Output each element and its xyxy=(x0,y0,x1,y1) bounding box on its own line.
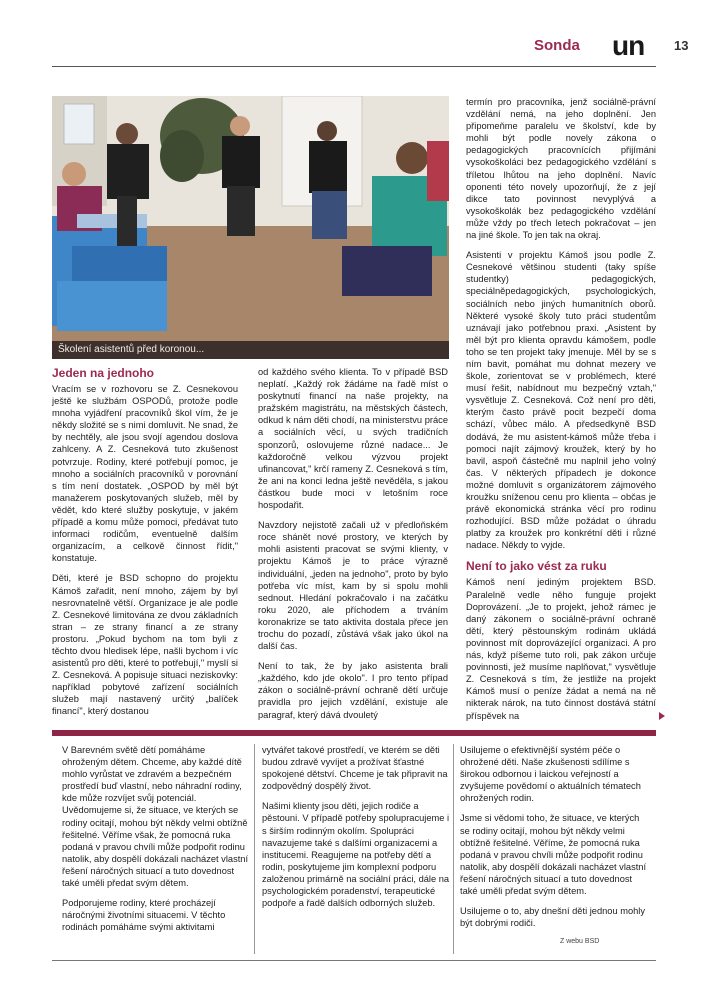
paragraph: Jsme si vědomi toho, že situace, ve kterých se rodiny ocitají, mohou být někdy velmi obtížně řešitelné. Věříme, že pomocná ruka podaná v pravou chvíli může podpořit rodinu natolik, aby dospělí dokázali nacházet vlastní řešení náročných situací a tuto dovednost také uměli předat svým dětem. xyxy=(460,813,647,897)
paragraph: Asistenti v projektu Kámoš jsou podle Z. Cesnekové většinou studenti (taky spíše studentky) pedagogických, speciálněpedagogických, psychologických, sociálních nebo jiných humanitních oborů. Některé vysoké školy tuto práci studentům uznávají jako potřebnou praxi. „Asistent by měl být pro klienta opravdu kámošem, podle toho se ten projekt taky jmenuje. Měl by se s ním bavit, pomáhat mu dohnat mezery ve škole, zorientovat se v problémech, které musí řešit, nabídnout mu bezpečný vztah," vysvětluje Z. Cesneková. Což není pro děti, kterým často právě pocit bezpečí doma schází, vůbec málo. A předsedkyně BSD dodává, že mu asistent-kámoš může třeba i pomoci najít zájmový kroužek, který by ho bavil, aspoň částečně mu naplnil jeho volný čas. V některých případech je dokonce možné domluvit s organizátorem zájmového kroužku sníženou cenu pro klienta – občas je právě ekonomická stránka věcí pro rodinu rozhodující. BSD může požádat o úhradu platby za kroužek pro konkrétní děti i různé nadace. Někdy to vyjde. xyxy=(466,250,656,551)
paragraph: Děti, které je BSD schopno do projektu Kámoš zařadit, není mnoho, zájem by byl nesrovnatelně větší. Organizace je ale podle Z. Cesnekové limitována ze dvou základních stran – ze strany financí a ze strany prostoru. „Pokud bychom na tom byli z těchto dvou hledisek lépe, našli bychom i víc asistentů pro děti, které to potřebují," myslí si Z. Cesneková. A popisuje situaci neziskovky: například pobytové zařízení sociálních služeb mají nastavený určitý „balíček financí", který dostanou xyxy=(52,573,238,717)
article-photo xyxy=(52,96,449,341)
paragraph: Vracím se v rozhovoru se Z. Cesnekovou ještě ke službám OSPODů, protože podle mnoha vyjádření pracovníků škol vím, že je někdy složité se s nimi domluvit. Ne snad, že by nechtěly, ale jsou svojí agendou doslova zahlceny. A Z. Cesneková tuto zkušenost potvrzuje. Rodiny, které potřebují pomoc, je mnoho a sociálních pracovníků v porovnání s tím není dostatek. „OSPOD by měl být manažerem poskytovaných služeb, měl by vědět, kdo které služby poskytuje, v jakém případě a komu může pomoci, předávat tuto informaci rodičům, eventuelně dalším organizacím, a celkově činnost řídit," konstatuje. xyxy=(52,384,238,564)
section-name: Sonda xyxy=(534,37,580,54)
page-header xyxy=(530,30,700,61)
box-column-2 xyxy=(262,744,450,917)
paragraph: Usilujeme o to, aby dnešní děti jednou mohly být dobrými rodiči. xyxy=(460,906,646,929)
paragraph: Kámoš není jediným projektem BSD. Paralelně vedle něho funguje projekt Doprovázení. „Je to projekt, jehož rámec je daný zákonem o sociálně-právní ochraně dětí, který pěstounským rodinám ukládá povinnost mít doprovázející organizaci. A pro nás, když píšeme tuto roli, pak zákon určuje povinnosti, jež musíme naplňovat," vysvětluje Z. Cesneková s tím, že jestliže na projekt Kámoš musí o peníze žádat a nemá na ně nikterak nárok, na tuto činnost dostává státní příspěvek na xyxy=(466,577,656,721)
article-column-3 xyxy=(466,96,656,730)
source-credit: Z webu BSD xyxy=(560,938,600,945)
paragraph: vytvářet takové prostředí, ve kterém se děti budou zdravě vyvíjet a prožívat šťastné spokojené dětství. Chceme je tak připravit na zodpovědný dospělý život. xyxy=(262,745,448,792)
magazine-logo: un xyxy=(612,30,645,61)
box-top-bar xyxy=(52,730,656,736)
box-column-1 xyxy=(62,744,250,941)
page-number: 13 xyxy=(674,38,689,53)
header-rule xyxy=(52,66,656,67)
paragraph: Našimi klienty jsou děti, jejich rodiče a pěstouni. V případě potřeby spolupracujeme i s širším rodinným okolím. Spolupráci navazujeme také s dalšími organizacemi a institucemi. Reagujeme na potřeby dětí a rodin, poskytujeme jim komplexní podporu založenou primárně na sociální práci, dále na psychologickém poradenství, terapeutické podpoře a řadě dalších odborných služeb. xyxy=(262,801,450,909)
subheading-jeden-na-jednoho: Jeden na jednoho xyxy=(52,366,155,380)
training-scene-illustration xyxy=(52,96,449,341)
continue-arrow-icon xyxy=(659,712,665,720)
paragraph: Usilujeme o efektivnější systém péče o ohrožené děti. Naše zkušenosti sdílíme s širokou odbornou i laickou veřejností a zvyšujeme povědomí o aktuálních tématech ohrožených rodin. xyxy=(460,745,641,804)
paragraph: termín pro pracovníka, jenž sociálně-právní vzdělání nemá, na jeho doplnění. Jen připomeňme paralelu ve školství, kde by mohli být podle novely zákona o pedagogických pracovnících přijímáni vysokoškoláci bez pedagogického vzdělání s tříletou lhůtou na jeho doplnění. Navíc oponenti této novely upozorňují, že z její dikce tato povinnost nevyplývá a vysokoškolák bez pedagogického vzdělání může vždy po třech letech pokračovat – jen na jiné škole. To jen tak na okraj. xyxy=(466,97,656,241)
column-divider xyxy=(254,744,255,954)
box-bottom-rule xyxy=(52,960,656,961)
paragraph: od každého svého klienta. To v případě BSD neplatí. „Každý rok žádáme na řadě míst o poskytnutí financí na naše projekty, na pražském magistrátu, na městských částech, odkud k nám děti chodí, na ministerstvu práce a sociálních věcí, u svých tradičních sponzorů, oslovujeme různé nadace... Je každoročně velkou výzvou projekt ufinancovat," krčí rameny Z. Cesneková s tím, že ani na konci ledna ještě nevěděla, s jakou částkou bude moci v letošním roce hospodařit. xyxy=(258,367,448,511)
subheading-neni-to-jako-vest-za-ruku: Není to jako vést za ruku xyxy=(466,559,607,574)
photo-caption: Školení asistentů před koronou... xyxy=(52,341,449,359)
paragraph: Není to tak, že by jako asistenta brali „každého, kdo jde okolo". I pro tento případ zákon o sociálně-právní ochraně dětí určuje pravidla pro jejich vzdělání, existuje ale paragraf, který dává dvouletý xyxy=(258,661,448,720)
box-column-3 xyxy=(460,744,650,937)
column-divider xyxy=(453,744,454,954)
paragraph: V Barevném světě dětí pomáháme ohroženým dětem. Chceme, aby každé dítě mohlo vyrůstat ve zdravém a bezpečném prostředí buď vlastní, nebo náhradní rodiny, kde může rozvíjet svůj potenciál. Uvědomujeme si, že situace, ve kterých se rodiny ocitají, mohou být někdy velmi obtížně řešitelné. Věříme však, že pomocná ruka podaná v pravou chvíli může podpořit rodinu natolik, aby dospělí dokázali nacházet vlastní řešení náročných situací a tuto dovednost také uměli předat svým dětem. xyxy=(62,745,249,889)
info-box xyxy=(52,730,656,962)
paragraph: Navzdory nejistotě začali už v předloňském roce shánět nové prostory, ve kterých by mohli asistenti pracovat se svými klienty, v projektu Kámoš je to práce výrazně individuální, „jeden na jednoho", proto by bylo potřeba víc míst, kam by si spolu mohli sednout. Hledání pokračovalo i na začátku roku 2020, ale příchodem a trváním koronakrize se tato aktivita dostala přece jen trochu do pozadí, zůstává však jako úkol na další čas. xyxy=(258,520,448,652)
article-column-1 xyxy=(52,366,238,726)
article-column-2 xyxy=(258,366,448,729)
paragraph: Podporujeme rodiny, které procházejí náročnými životními situacemi. V těchto rodinách pomáháme svými aktivitami xyxy=(62,898,226,933)
